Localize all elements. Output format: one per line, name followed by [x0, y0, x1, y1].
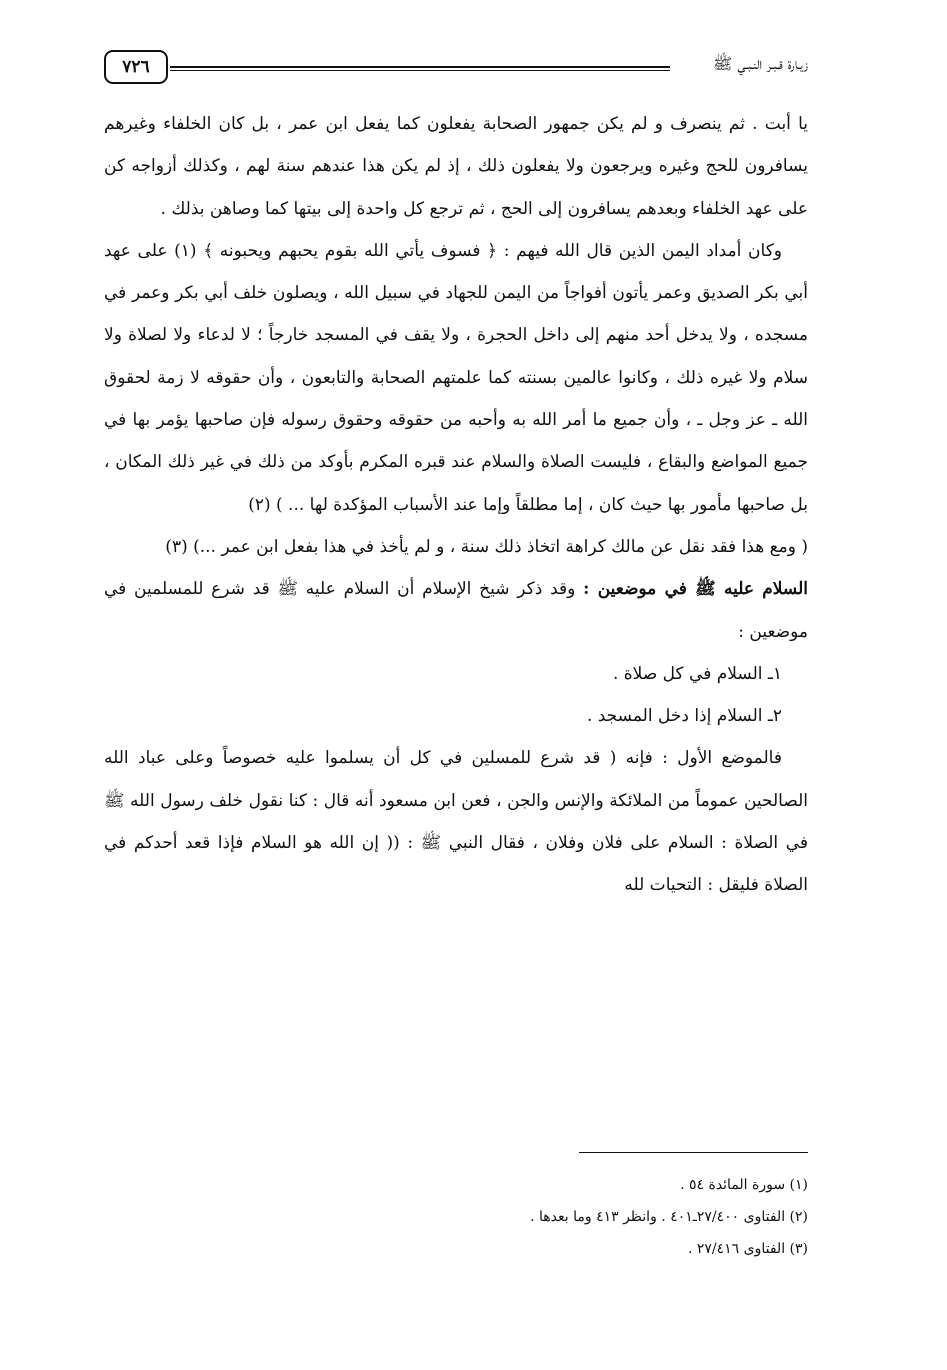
page-number: ٧٢٦ [104, 50, 168, 84]
section-text: وقد ذكر شيخ الإسلام أن السلام عليه ﷺ قد شرع للمسلمين في موضعين : [104, 579, 808, 642]
section-paragraph [104, 568, 808, 653]
header-rule [170, 66, 670, 71]
footnote-divider [579, 1152, 808, 1153]
section-heading: السلام عليه ﷺ في موضعين : [583, 579, 808, 600]
footnote: (٢) الفتاوى ٢٧/٤٠٠ـ٤٠١ . وانظر ٤١٣ وما بعدها . [530, 1209, 808, 1225]
paragraph: وكان أمداد اليمن الذين قال الله فيهم : ﴿ فسوف يأتي الله بقوم يحبهم ويحبونه ﴾ (١) على عهد أبي بكر الصديق وعمر يأتون أفواجاً من اليمن للجهاد في سبيل الله ، ويصلون خلف أبي بكر وعمر في مسجده ، ولا يدخل أحد منهم إلى داخل الحجرة ، ولا يقف في المسجد خارجاً ؛ لا لدعاء ولا لصلاة ولا سلام ولا غيره ذلك ، وكانوا عالمين بسنته كما علمتهم الصحابة والتابعون ، وأن حقوقه لا زمة لحقوق الله ـ عز وجل ـ ، وأن جميع ما أمر الله به وأحبه من حقوقه وحقوق رسوله فإن صاحبها يؤمر بها في جميع المواضع والبقاع ، فليست الصلاة والسلام عند قبره المكرم بأوكد من ذلك في غير ذلك المكان ، بل صاحبها مأمور بها حيث كان ، إما مطلقاً وإما عند الأسباب المؤكدة لها ... ) (٢) [104, 240, 808, 515]
footnote: (٣) الفتاوى ٢٧/٤١٦ . [687, 1241, 808, 1257]
paragraph: يا أبت . ثم ينصرف و لم يكن جمهور الصحابة يفعلون كما يفعل ابن عمر ، بل كان الخلفاء وغيرهم يسافرون للحج وغيره ويرجعون ولا يفعلون ذلك ، إذ لم يكن هذا عندهم سنة لهم ، وكذلك أزواجه كن على عهد الخلفاء وبعدهم يسافرون إلى الحج ، ثم ترجع كل واحدة إلى بيتها كما وصاهن بذلك . [104, 114, 808, 219]
page-header [104, 46, 808, 90]
paragraph: فالموضع الأول : فإنه ( قد شرع للمسلين في كل أن يسلموا عليه خصوصاً وعلى عباد الله الصالحين عموماً من الملائكة والإنس والجن ، فعن ابن مسعود أنه قال : كنا نقول خلف رسول الله ﷺ في الصلاة : السلام على فلان وفلان ، فقال النبي ﷺ : (( إن الله هو السلام فإذا قعد أحدكم في الصلاة فليقل : التحيات لله [104, 748, 808, 896]
list-item: ٢ـ السلام إذا دخل المسجد . [586, 706, 782, 727]
footnotes [104, 1169, 808, 1265]
footnote: (١) سورة المائدة ٥٤ . [680, 1177, 808, 1193]
list-item: ١ـ السلام في كل صلاة . [612, 663, 782, 684]
paragraph: ( ومع هذا فقد نقل عن مالك كراهة اتخاذ ذلك سنة ، و لم يأخذ في هذا بفعل ابن عمر ...) (٣) [165, 536, 808, 557]
running-title: زيـارة قـبـر النـبـي ﷺ [713, 54, 808, 73]
body-text [104, 103, 808, 907]
